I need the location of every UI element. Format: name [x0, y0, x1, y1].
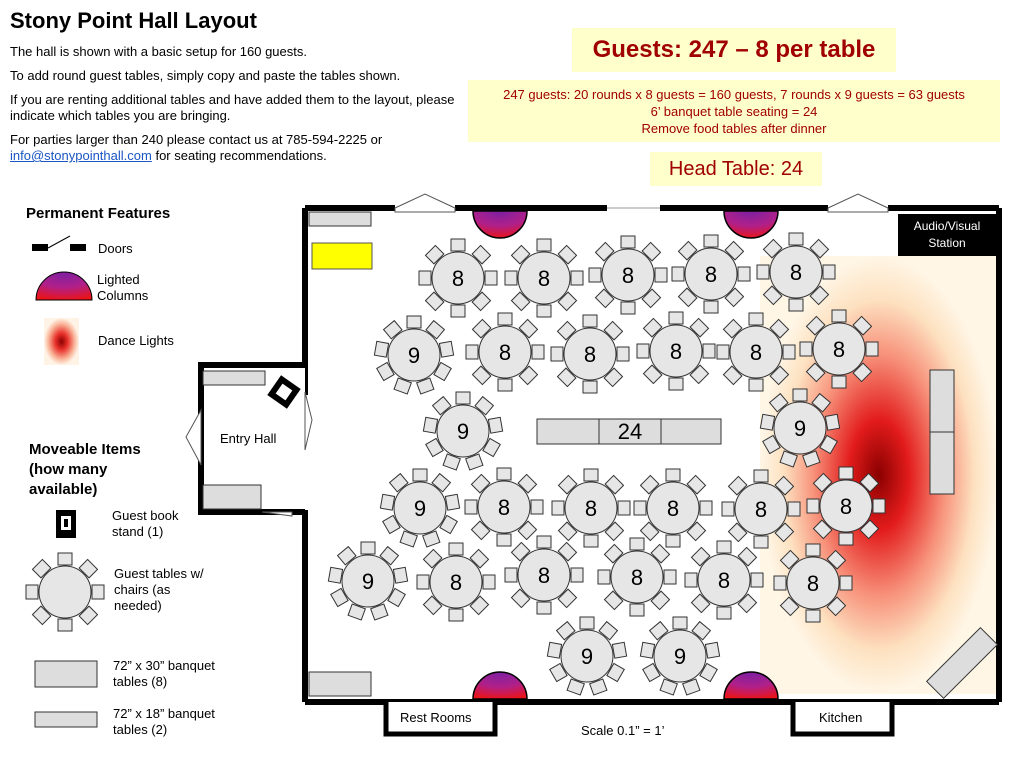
round-table [774, 544, 852, 622]
chair [717, 607, 731, 619]
chair [466, 345, 478, 359]
round-table [328, 542, 407, 620]
chair [751, 573, 763, 587]
table-seat-count: 8 [717, 568, 731, 593]
chair [451, 239, 465, 251]
guest-tables-legend-label: Guest tables w/ chairs (as needed) [114, 566, 204, 613]
chair [749, 313, 763, 325]
dance-floor-glow [760, 256, 998, 694]
table-seat-count: 9 [456, 419, 470, 444]
chair [640, 642, 654, 658]
chair [757, 265, 769, 279]
table-seat-count: 8 [754, 497, 768, 522]
chair [537, 536, 551, 548]
table-seat-count: 8 [583, 342, 597, 367]
chair [873, 499, 885, 513]
chair [839, 533, 853, 545]
round-table [717, 313, 795, 391]
chair [598, 570, 610, 584]
guest-calculation-note [468, 80, 1000, 142]
table-seat-count: 8 [749, 340, 763, 365]
round-table [505, 536, 583, 614]
table-seat-count: 9 [413, 496, 427, 521]
chair [497, 534, 511, 546]
guests-heading: Guests: 247 – 8 per table [572, 28, 896, 72]
chair [531, 500, 543, 514]
chair [497, 468, 511, 480]
table-seat-count: 8 [630, 565, 644, 590]
chair [449, 609, 463, 621]
doors-legend-label: Doors [98, 241, 133, 256]
chair [621, 236, 635, 248]
lighted-column-legend-icon [36, 272, 92, 300]
page-title: Stony Point Hall Layout [10, 8, 257, 33]
intro-line-1: The hall is shown with a basic setup for 160 guests. [10, 44, 307, 59]
calc-line-2: 6’ banquet table seating = 24 [650, 104, 818, 119]
chair [866, 342, 878, 356]
chair [419, 271, 431, 285]
table-seat-count: 8 [449, 570, 463, 595]
chair [393, 567, 407, 583]
chair [505, 568, 517, 582]
chair [583, 381, 597, 393]
chair [664, 570, 676, 584]
chair [789, 299, 803, 311]
round-table [417, 543, 495, 621]
chair [722, 502, 734, 516]
right-wall-table [930, 432, 954, 494]
round-table [634, 469, 712, 547]
chair [840, 576, 852, 590]
chair [754, 470, 768, 482]
round-table [637, 312, 715, 390]
yellow-fixture [312, 243, 372, 269]
round-table [757, 233, 835, 311]
table-seat-count: 8 [806, 571, 820, 596]
chair [634, 501, 646, 515]
guest-table-legend-icon [26, 553, 104, 631]
round-table [505, 239, 583, 317]
table-seat-count: 8 [704, 262, 718, 287]
table-seat-count: 8 [832, 337, 846, 362]
chair [589, 268, 601, 282]
rest-rooms-label: Rest Rooms [400, 710, 472, 725]
entry-hall-label: Entry Hall [220, 431, 277, 446]
table-seat-count: 8 [789, 260, 803, 285]
chair [807, 499, 819, 513]
round-table [685, 541, 763, 619]
chair [413, 469, 427, 481]
table-seat-count: 8 [537, 563, 551, 588]
chair [417, 575, 429, 589]
chair [806, 610, 820, 622]
table-seat-count: 8 [666, 496, 680, 521]
chair [832, 310, 846, 322]
kitchen-label: Kitchen [819, 710, 863, 725]
chair [483, 575, 495, 589]
chair [825, 414, 839, 430]
chair [328, 567, 342, 583]
table-seat-count: 8 [621, 263, 635, 288]
chair [617, 347, 629, 361]
chair [806, 544, 820, 556]
round-table [722, 470, 800, 548]
chair [666, 535, 680, 547]
chair [449, 543, 463, 555]
head-table-label: Head Table: 24 [650, 152, 822, 186]
round-table [640, 617, 719, 695]
left-wall-table [309, 212, 371, 226]
chair [58, 619, 72, 631]
chair [488, 417, 502, 433]
chair [547, 642, 561, 658]
table-seat-count: 8 [497, 495, 511, 520]
chair [584, 535, 598, 547]
round-table [672, 235, 750, 313]
chair [26, 585, 38, 599]
calc-line-1: 247 guests: 20 rounds x 8 guests = 160 guests, 7 rounds x 9 guests = 63 guests [503, 87, 965, 102]
calc-line-3: Remove food tables after dinner [641, 121, 827, 136]
round-table [466, 313, 544, 391]
round-table [552, 469, 630, 547]
chair [705, 642, 719, 658]
chair [456, 392, 470, 404]
table-seat-count: 8 [669, 339, 683, 364]
chair [552, 501, 564, 515]
table-seat-count: 8 [537, 266, 551, 291]
round-table [551, 315, 629, 393]
chair [92, 585, 104, 599]
chair [537, 305, 551, 317]
scale-label: Scale 0.1” = 1’ [581, 723, 665, 738]
chair [793, 389, 807, 401]
chair [717, 541, 731, 553]
chair [612, 642, 626, 658]
door-legend-icon [32, 236, 86, 251]
email-link[interactable]: info@stonypointhall.com [10, 148, 152, 163]
chair [717, 345, 729, 359]
banquet-18-legend-label: 72” x 18” banquet tables (2) [113, 706, 215, 737]
table-top [39, 566, 91, 618]
chair [439, 341, 453, 357]
chair [832, 376, 846, 388]
chair [669, 378, 683, 390]
chair [630, 604, 644, 616]
intro-line-2: To add round guest tables, simply copy and paste the tables shown. [10, 68, 401, 83]
right-wall-table [930, 370, 954, 432]
banquet-30-legend-icon [35, 661, 97, 687]
dance-lights-legend-icon [44, 318, 79, 365]
chair [839, 467, 853, 479]
chair [666, 469, 680, 481]
table-seat-count: 9 [673, 644, 687, 669]
round-table [800, 310, 878, 388]
bottom-left-table [309, 672, 371, 696]
chair [584, 469, 598, 481]
chair [498, 379, 512, 391]
intro-line-3: If you are renting additional tables and have added them to the layout, please indicate which tables you are bringing. [10, 92, 455, 123]
intro-line-4: For parties larger than 240 please contact us at 785-594-2225 or info@stonypointhall.com for seating recommendations. [10, 132, 383, 163]
chair [580, 617, 594, 629]
table-seat-count: 8 [451, 266, 465, 291]
table-seat-count: 8 [584, 496, 598, 521]
chair [704, 235, 718, 247]
head-table-seats: 24 [617, 418, 643, 444]
table-seat-count: 9 [361, 569, 375, 594]
round-table [547, 617, 626, 695]
chair [423, 417, 437, 433]
round-table [380, 469, 459, 547]
table-seat-count: 9 [407, 343, 421, 368]
chair [451, 305, 465, 317]
chair [505, 271, 517, 285]
chair [800, 342, 812, 356]
round-table [423, 392, 502, 470]
dance-lights-legend-label: Dance Lights [98, 333, 174, 348]
guest-book-legend-icon [56, 510, 76, 538]
chair [618, 501, 630, 515]
intro-text [10, 44, 465, 172]
table-seat-count: 9 [793, 416, 807, 441]
banquet-18-legend-icon [35, 712, 97, 727]
chair [637, 344, 649, 358]
chair [774, 576, 786, 590]
chair [788, 502, 800, 516]
chair [738, 267, 750, 281]
round-table [374, 316, 453, 394]
chair [407, 316, 421, 328]
chair [445, 494, 459, 510]
banquet-30-legend-label: 72” x 30” banquet tables (8) [113, 658, 215, 689]
chair [700, 501, 712, 515]
chair [789, 233, 803, 245]
round-table [589, 236, 667, 314]
chair [485, 271, 497, 285]
chair [571, 568, 583, 582]
chair [672, 267, 684, 281]
chair [783, 345, 795, 359]
round-table [465, 468, 543, 546]
chair [655, 268, 667, 282]
table-seat-count: 8 [839, 494, 853, 519]
legend-round-table [26, 553, 104, 631]
chair [583, 315, 597, 327]
chair [374, 341, 388, 357]
chair [621, 302, 635, 314]
chair [704, 301, 718, 313]
chair [532, 345, 544, 359]
chair [571, 271, 583, 285]
chair [823, 265, 835, 279]
table-seat-count: 9 [580, 644, 594, 669]
lighted-columns-legend-label: Lighted Columns [97, 272, 149, 303]
chair [669, 312, 683, 324]
chair [630, 538, 644, 550]
permanent-features-heading: Permanent Features [26, 205, 171, 222]
chair [537, 602, 551, 614]
round-table [598, 538, 676, 616]
chair [749, 379, 763, 391]
chair [361, 542, 375, 554]
chair [465, 500, 477, 514]
chair [551, 347, 563, 361]
av-station: Audio/Visual Station [898, 214, 996, 256]
chair [760, 414, 774, 430]
chair [537, 239, 551, 251]
chair [498, 313, 512, 325]
moveable-items-heading: Moveable Items (how many available) [29, 441, 141, 498]
chair [685, 573, 697, 587]
round-table [419, 239, 497, 317]
guest-book-legend-label: Guest book stand (1) [112, 508, 179, 539]
chair [380, 494, 394, 510]
table-seat-count: 8 [498, 340, 512, 365]
chair [754, 536, 768, 548]
chair [703, 344, 715, 358]
chair [58, 553, 72, 565]
round-table [807, 467, 885, 545]
chair [673, 617, 687, 629]
